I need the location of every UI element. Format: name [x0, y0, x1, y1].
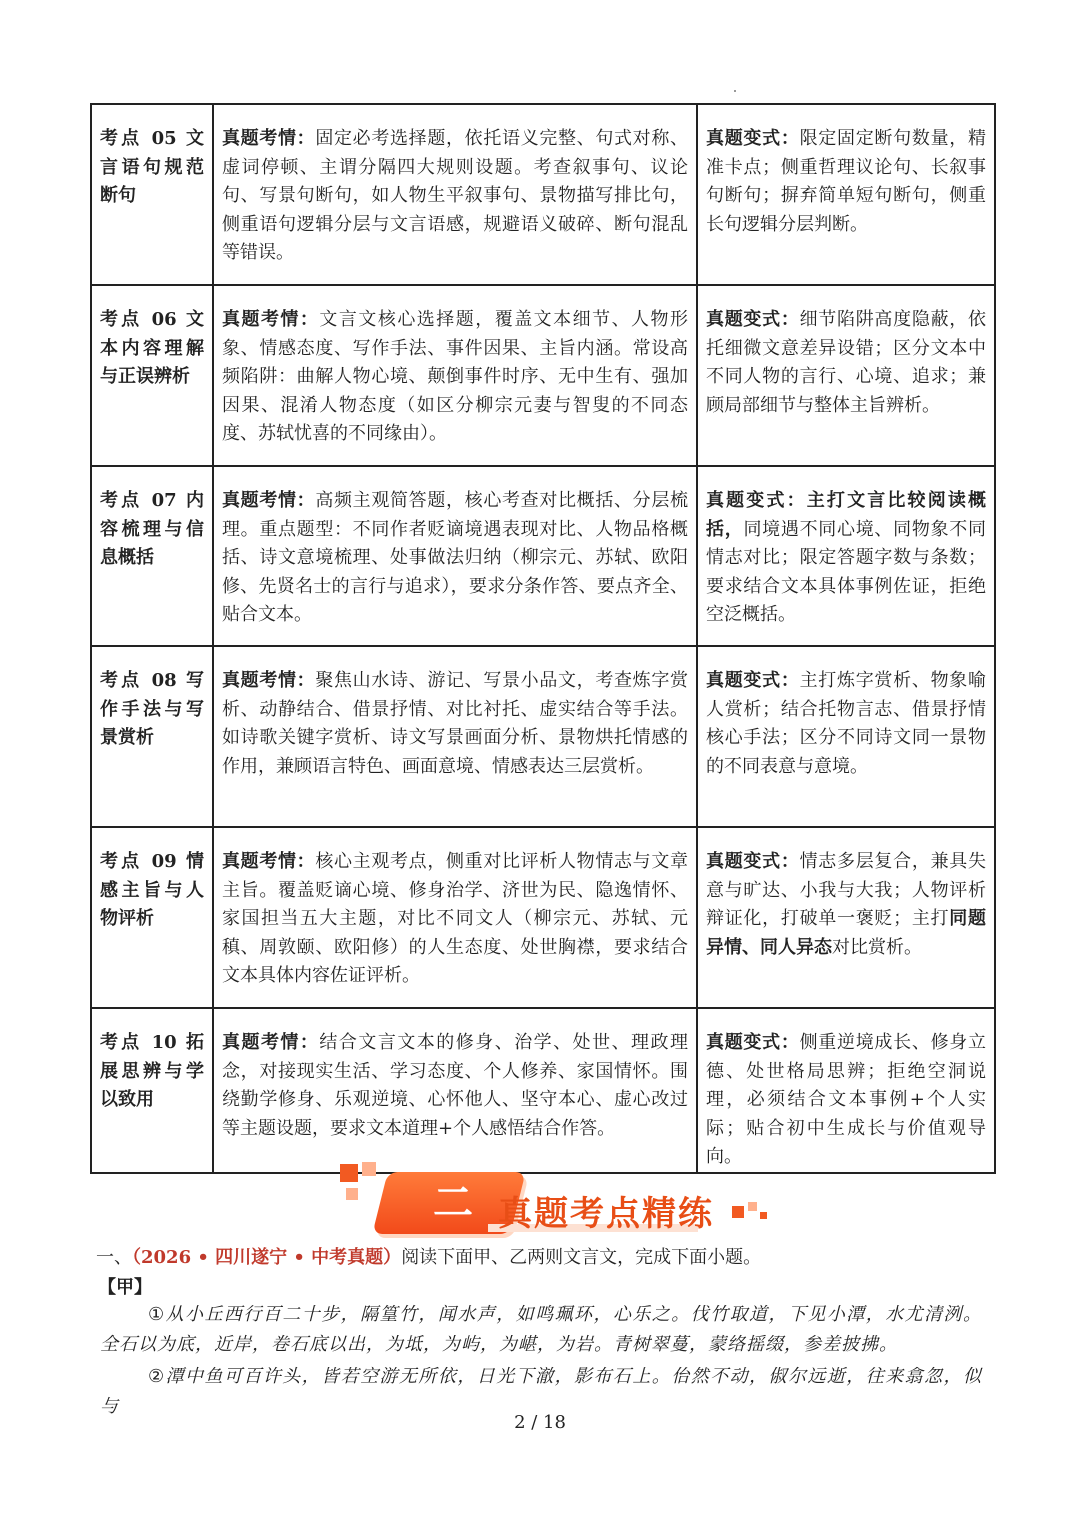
analysis-text: 文言文核心选择题，覆盖文本细节、人物形象、情感态度、写作手法、事件因果、主旨内涵。常设高频陷阱：曲解人物心境、颠倒事件时序、无中生有、强加因果、混淆人物态度（如区分柳宗元妻与智叟的不同态度、苏轼忧喜的不同缘由）。: [222, 309, 689, 444]
variant-cell: [697, 104, 995, 285]
variant-text: 同境遇不同心境、同物象不同情志对比；限定答题字数与条数；要求结合文本具体事例佐证，拒绝空泛概括。: [706, 518, 987, 625]
variant-text: 主打炼字赏析、物象喻人赏析；结合托物言志、借景抒情核心手法；区分不同诗文同一景物的不同表意与意境。: [706, 670, 987, 777]
variant-cell: [697, 1008, 995, 1173]
analysis-text: 高频主观简答题，核心考查对比概括、分层梳理。重点题型：不同作者贬谪境遇表现对比、人物品格概括、诗文意境梳理、处事做法归纳（柳宗元、苏轼、欧阳修、先贤名士的言行与追求），要求分条作答、要点齐全、贴合文本。: [222, 490, 689, 625]
point-cell: 考点 05 文言语句规范断句: [91, 104, 213, 285]
analysis-label: 真题考情：: [222, 309, 320, 330]
analysis-text: 结合文言文本的修身、治学、处世、理政理念，对接现实生活、学习态度、个人修养、家国情怀。围绕勤学修身、乐观逆境、心怀他人、坚守本心、虚心改过等主题设题，要求文本道理+个人感悟结合作答。: [222, 1032, 689, 1139]
table-row: [91, 1008, 995, 1173]
table-row: [91, 466, 995, 646]
variant-label: 真题变式：: [706, 1032, 800, 1053]
passage-label: 【甲】: [98, 1277, 152, 1298]
page-number: 2 / 18: [514, 1412, 566, 1433]
passage-paragraph: ②潭中鱼可百许头，皆若空游无所依，日光下澈，影布石上。佁然不动，俶尔远逝，往来翕忽，似与: [100, 1366, 982, 1417]
decor-square-icon: [760, 1212, 767, 1219]
question-source: （2026 • 四川遂宁 • 中考真题）: [132, 1247, 402, 1268]
analysis-cell: [213, 285, 697, 466]
point-cell: 考点 08 写作手法与写景赏析: [91, 646, 213, 827]
variant-emphasis: 同题异情、同人异态: [706, 908, 987, 958]
analysis-text: 核心主观考点，侧重对比评析人物情志与文章主旨。覆盖贬谪心境、修身治学、济世为民、隐逸情怀、家国担当五大主题，对比不同文人（柳宗元、苏轼、元稹、周敦颐、欧阳修）的人生态度、处世胸襟，要求结合文本具体内容佐证评析。: [222, 851, 689, 986]
variant-label: 真题变式：: [706, 490, 807, 511]
section-title: 真题考点精练: [498, 1194, 714, 1234]
analysis-cell: [213, 646, 697, 827]
decor-square-icon: [340, 1164, 358, 1182]
variant-text: 侧重逆境成长、修身立德、处世格局思辨；拒绝空洞说理，必须结合文本事例+个人实际；贴合初中生成长与价值观导向。: [706, 1032, 987, 1167]
analysis-text: 固定必考选择题，依托语义完整、句式对称、虚词停顿、主谓分隔四大规则设题。考查叙事句、议论句、写景句断句，如人物生平叙事句、景物描写排比句，侧重语句逻辑分层与文言语感，规避语义破碎、断句混乱等错误。: [222, 128, 689, 263]
variant-label: 真题变式：: [706, 128, 800, 149]
analysis-cell: [213, 104, 697, 285]
decor-square-icon: [362, 1162, 376, 1176]
variant-text: 限定固定断句数量，精准卡点；侧重哲理议论句、长叙事句断句；摒弃简单短句断句，侧重长句逻辑分层判断。: [706, 128, 987, 235]
analysis-label: 真题考情：: [222, 1032, 320, 1053]
variant-label: 真题变式：: [706, 851, 800, 872]
table-row: [91, 827, 995, 1008]
analysis-cell: [213, 827, 697, 1008]
point-cell: 考点 10 拓展思辨与学以致用: [91, 1008, 213, 1173]
variant-label: 真题变式：: [706, 670, 800, 691]
question-intro: [96, 1245, 761, 1271]
variant-cell: [697, 827, 995, 1008]
variant-cell: [697, 646, 995, 827]
scan-dot: [734, 90, 736, 92]
analysis-cell: [213, 466, 697, 646]
analysis-label: 真题考情：: [222, 851, 316, 872]
analysis-label: 真题考情：: [222, 490, 316, 511]
analysis-cell: [213, 1008, 697, 1173]
table-row: [91, 104, 995, 285]
table-row: [91, 646, 995, 827]
point-cell: 考点 07 内容梳理与信息概括: [91, 466, 213, 646]
question-text: 阅读下面甲、乙两则文言文，完成下面小题。: [401, 1247, 762, 1268]
point-cell: 考点 09 情感主旨与人物评析: [91, 827, 213, 1008]
point-cell: 考点 06 文本内容理解与正误辨析: [91, 285, 213, 466]
decor-square-icon: [748, 1202, 757, 1211]
analysis-text: 聚焦山水诗、游记、写景小品文，考查炼字赏析、动静结合、借景抒情、对比衬托、虚实结合等手法。如诗歌关键字赏析、诗文写景画面分析、景物烘托情感的作用，兼顾语言特色、画面意境、情感表达三层赏析。: [222, 670, 689, 777]
variant-text-tail: 对比赏析。: [832, 936, 922, 958]
section-number: 二: [433, 1179, 473, 1226]
variant-text: 情志多层复合，兼具失意与旷达、小我与大我；人物评析辩证化，打破单一褒贬；主打: [706, 851, 987, 929]
section-banner: [338, 1162, 778, 1242]
decor-square-icon: [346, 1188, 358, 1200]
variant-text: 细节陷阱高度隐蔽，依托细微文意差异设错；区分文本中不同人物的言行、心境、追求；兼顾局部细节与整体主旨辨析。: [706, 309, 987, 416]
variant-emphasis: 主打文言比较阅读概括，: [706, 490, 987, 540]
table-row: [91, 285, 995, 466]
exam-point-table: [90, 103, 996, 1174]
variant-cell: [697, 285, 995, 466]
question-number: 一、: [96, 1247, 132, 1268]
variant-label: 真题变式：: [706, 309, 800, 330]
analysis-label: 真题考情：: [222, 128, 316, 149]
variant-cell: [697, 466, 995, 646]
passage-paragraph: ①从小丘西行百二十步，隔篁竹，闻水声，如鸣珮环，心乐之。伐竹取道，下见小潭，水尤清洌。全石以为底，近岸，卷石底以出，为坻，为屿，为嵁，为岩。青树翠蔓，蒙络摇缀，参差披拂。: [100, 1304, 982, 1355]
analysis-label: 真题考情：: [222, 670, 316, 691]
decor-square-icon: [732, 1206, 744, 1218]
